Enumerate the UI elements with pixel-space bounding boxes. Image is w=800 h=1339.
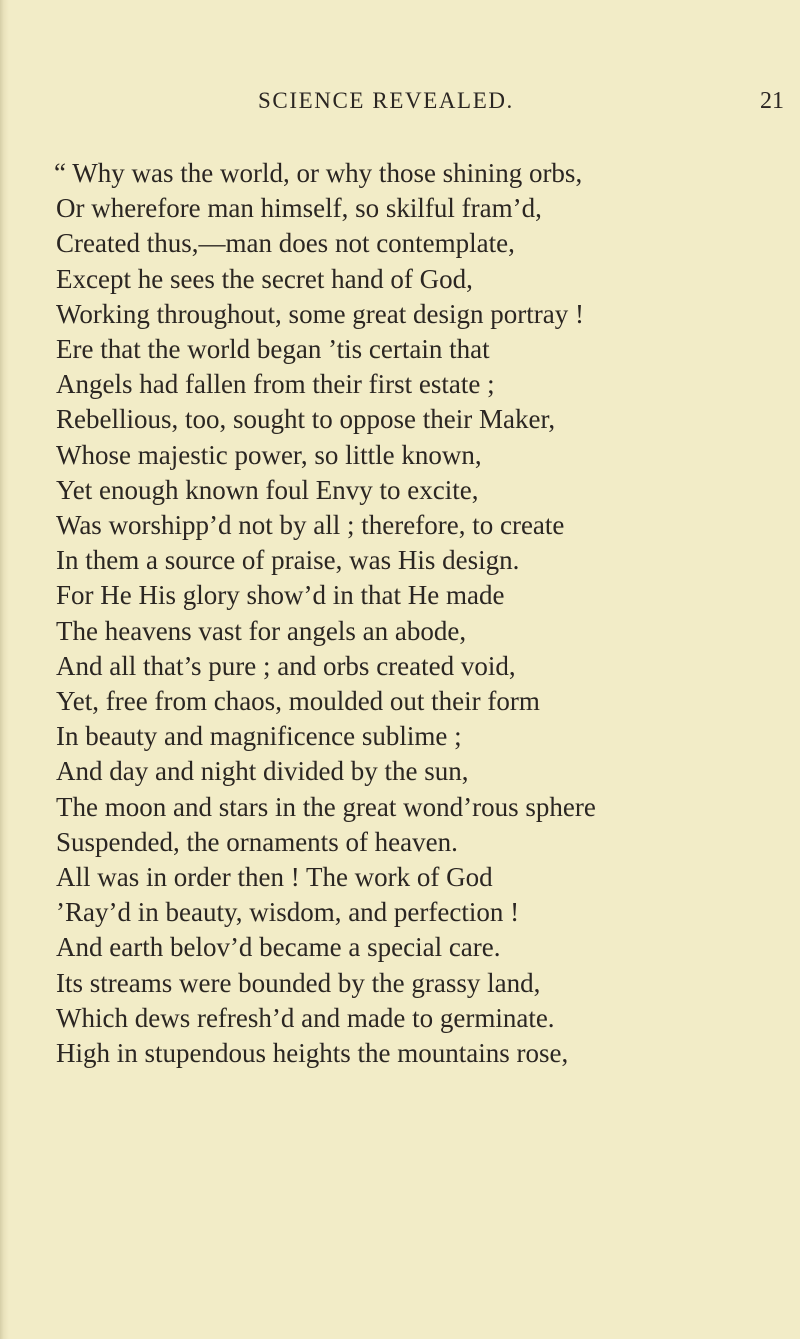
- poem-line: High in stupendous heights the mountains rose,: [56, 1038, 569, 1069]
- poem-line: Except he sees the secret hand of God,: [56, 263, 473, 294]
- poem-line: In beauty and magnificence sublime ;: [56, 721, 462, 752]
- poem-line: And day and night divided by the sun,: [56, 756, 469, 787]
- poem-line: Which dews refresh’d and made to germinate.: [56, 1002, 555, 1033]
- poem-line: Was worshipp’d not by all ; therefore, to create: [56, 510, 565, 541]
- poem-body: [56, 156, 786, 1071]
- poem-line: All was in order then ! The work of God: [56, 862, 493, 893]
- poem-line: Suspended, the ornaments of heaven.: [56, 826, 458, 857]
- poem-line: The heavens vast for angels an abode,: [56, 615, 467, 646]
- poem-line: The moon and stars in the great wond’rous sphere: [56, 791, 596, 822]
- poem-line: Rebellious, too, sought to oppose their Maker,: [56, 404, 556, 435]
- page-number: 21: [760, 88, 784, 114]
- poem-line: “ Why was the world, or why those shining orbs,: [54, 158, 583, 188]
- poem-line: Its streams were bounded by the grassy land,: [56, 967, 541, 998]
- poem-line: In them a source of praise, was His design.: [56, 545, 520, 576]
- poem-line: For He His glory show’d in that He made: [56, 580, 505, 611]
- poem-line: Angels had fallen from their first estate ;: [56, 369, 495, 400]
- poem-line: Created thus,—man does not contemplate,: [56, 228, 515, 259]
- page-edge-shadow: [0, 0, 9, 1339]
- poem-line: And earth belov’d became a special care.: [56, 932, 501, 963]
- poem-line: Or wherefore man himself, so skilful fram’d,: [56, 193, 542, 224]
- running-title: SCIENCE REVEALED.: [258, 88, 514, 113]
- poem-line: Working throughout, some great design portray !: [56, 298, 584, 329]
- poem-line: Yet enough known foul Envy to excite,: [56, 474, 479, 505]
- poem-line: ’Ray’d in beauty, wisdom, and perfection !: [56, 897, 520, 928]
- poem-line: Whose majestic power, so little known,: [56, 439, 482, 470]
- poem-line: And all that’s pure ; and orbs created void,: [56, 650, 516, 681]
- poem-line: Yet, free from chaos, moulded out their form: [56, 686, 540, 717]
- page-header: [0, 88, 800, 118]
- poem-line: Ere that the world began ’tis certain that: [56, 334, 490, 365]
